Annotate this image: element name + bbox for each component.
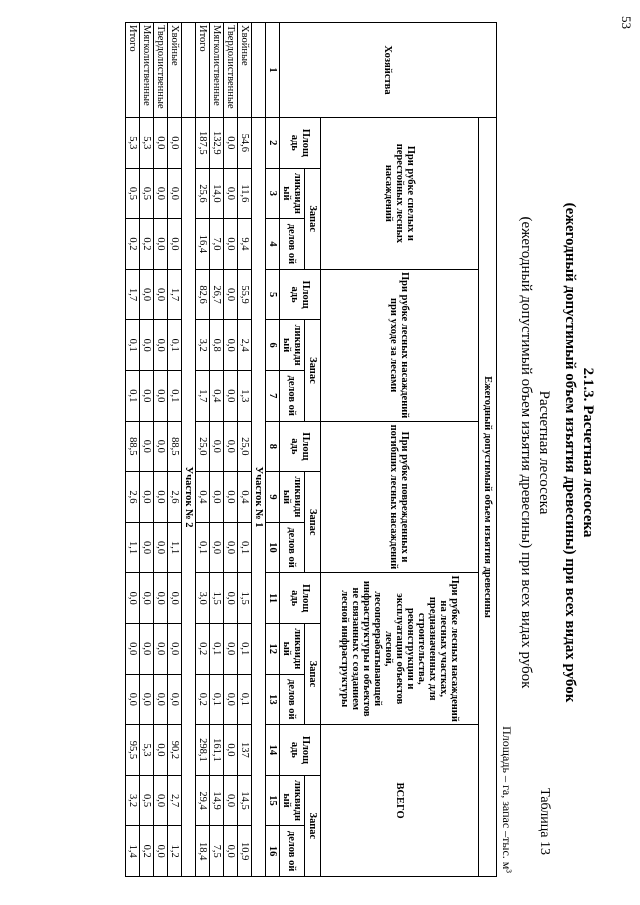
table-cell: 5,3 bbox=[140, 725, 154, 776]
header-area: Площ адь bbox=[280, 573, 321, 624]
table-cell: 0,0 bbox=[154, 725, 168, 776]
header-stock: Запас bbox=[305, 775, 321, 876]
row-label: Хвойные bbox=[238, 23, 252, 118]
header-liquid: ликвидн ый bbox=[280, 472, 305, 523]
table-cell: 0,0 bbox=[154, 826, 168, 877]
table-cell: 0,1 bbox=[168, 370, 182, 421]
table-cell: 10,9 bbox=[238, 826, 252, 877]
table-cell: 0,0 bbox=[224, 219, 238, 270]
column-number: 15 bbox=[266, 775, 280, 826]
column-number: 9 bbox=[266, 472, 280, 523]
header-liquid: ликвидн ый bbox=[280, 623, 305, 674]
table-cell: 0,1 bbox=[238, 623, 252, 674]
row-label: Итого bbox=[126, 23, 140, 118]
table-cell: 11,6 bbox=[238, 168, 252, 219]
table-cell: 0,1 bbox=[126, 370, 140, 421]
column-number: 16 bbox=[266, 826, 280, 877]
row-label: Мягколиственные bbox=[140, 23, 154, 118]
column-number: 13 bbox=[266, 674, 280, 725]
section-heading-subline: (ежегодный допустимый объем изъятия древесины) при всех видах рубок bbox=[562, 202, 578, 703]
header-area: Площ адь bbox=[280, 421, 321, 472]
column-number: 10 bbox=[266, 522, 280, 573]
table-cell: 0,0 bbox=[140, 269, 154, 320]
table-title: Расчетная лесосека bbox=[536, 390, 552, 515]
table-cell: 0,0 bbox=[154, 370, 168, 421]
column-number: 14 bbox=[266, 725, 280, 776]
table-cell: 0,8 bbox=[210, 320, 224, 371]
table-cell: 0,0 bbox=[140, 522, 154, 573]
column-number-row bbox=[266, 23, 280, 877]
section-title: Участок № 1 bbox=[252, 118, 266, 877]
header-group-damaged: При рубке поврежденных и погибших лесных насаждений bbox=[321, 421, 479, 573]
table-cell: 3,0 bbox=[196, 573, 210, 624]
table-cell: 0,0 bbox=[154, 168, 168, 219]
table-cell: 1,5 bbox=[238, 573, 252, 624]
table-cell: 0,0 bbox=[154, 573, 168, 624]
table-cell: 0,0 bbox=[154, 623, 168, 674]
table-subtitle: (ежегодный допустимый объем изъятия древесины) при всех видах рубок bbox=[518, 216, 534, 689]
table-cell: 0,0 bbox=[126, 573, 140, 624]
table-cell: 0,0 bbox=[168, 118, 182, 169]
section-title: Участок № 2 bbox=[182, 118, 196, 877]
table-cell: 0,4 bbox=[238, 472, 252, 523]
table-cell: 1,3 bbox=[238, 370, 252, 421]
header-business: делов ой bbox=[280, 522, 305, 573]
table-cell: 0,0 bbox=[224, 522, 238, 573]
table-row bbox=[126, 23, 140, 877]
table-cell: 14,0 bbox=[210, 168, 224, 219]
table-cell: 0,0 bbox=[224, 269, 238, 320]
table-row bbox=[168, 23, 182, 877]
units-note: Площадь – га, запас –тыс. м³ bbox=[500, 726, 514, 873]
header-stock: Запас bbox=[305, 623, 321, 724]
header-stock: Запас bbox=[305, 320, 321, 421]
table-cell: 5,3 bbox=[140, 118, 154, 169]
table-cell: 0,0 bbox=[168, 623, 182, 674]
table-cell: 0,0 bbox=[168, 168, 182, 219]
header-business: делов ой bbox=[280, 674, 305, 725]
table-cell: 0,0 bbox=[154, 421, 168, 472]
table-cell: 0,4 bbox=[210, 370, 224, 421]
table-cell: 0,2 bbox=[196, 623, 210, 674]
header-business: делов ой bbox=[280, 826, 305, 877]
table-cell: 25,6 bbox=[196, 168, 210, 219]
header-liquid: ликвидн ый bbox=[280, 168, 305, 219]
table-cell: 1,1 bbox=[126, 522, 140, 573]
table-cell: 1,1 bbox=[168, 522, 182, 573]
table-cell: 2,7 bbox=[168, 775, 182, 826]
table-cell: 0,0 bbox=[224, 370, 238, 421]
table-cell: 137 bbox=[238, 725, 252, 776]
column-number: 5 bbox=[266, 269, 280, 320]
table-cell: 0,0 bbox=[168, 573, 182, 624]
row-label: Мягколиственные bbox=[210, 23, 224, 118]
column-number: 11 bbox=[266, 573, 280, 624]
table-cell: 0,0 bbox=[224, 775, 238, 826]
table-cell: 187,5 bbox=[196, 118, 210, 169]
row-label: Итого bbox=[196, 23, 210, 118]
table-cell: 25,0 bbox=[238, 421, 252, 472]
table-cell: 88,5 bbox=[126, 421, 140, 472]
table-cell: 0,1 bbox=[238, 674, 252, 725]
table-row bbox=[154, 23, 168, 877]
felling-table bbox=[125, 22, 497, 877]
header-group-mature: При рубке спелых и перестойных лесных насаждений bbox=[321, 118, 479, 270]
table-cell: 0,0 bbox=[154, 269, 168, 320]
table-cell: 2,6 bbox=[168, 472, 182, 523]
header-group-care: При рубке лесных насаждений при уходе за лесами bbox=[321, 269, 479, 421]
header-farm: Хозяйства bbox=[280, 23, 497, 118]
table-cell: 0,0 bbox=[154, 522, 168, 573]
table-cell: 0,1 bbox=[196, 522, 210, 573]
table-cell: 1,5 bbox=[210, 573, 224, 624]
table-cell: 298,1 bbox=[196, 725, 210, 776]
row-label: Твердолиственные bbox=[154, 23, 168, 118]
column-number: 1 bbox=[266, 23, 280, 118]
table-cell: 1,7 bbox=[126, 269, 140, 320]
table-cell: 0,5 bbox=[140, 168, 154, 219]
table-row bbox=[210, 23, 224, 877]
table-cell: 161,1 bbox=[210, 725, 224, 776]
table-cell: 0,2 bbox=[126, 219, 140, 270]
table-cell: 0,0 bbox=[154, 472, 168, 523]
header-liquid: ликвидн ый bbox=[280, 775, 305, 826]
table-cell: 1,7 bbox=[168, 269, 182, 320]
table-cell: 0,0 bbox=[154, 674, 168, 725]
table-cell: 0,0 bbox=[126, 674, 140, 725]
section-row bbox=[182, 23, 196, 877]
header-group: Ежегодный допустимый объем изъятия древесины bbox=[479, 118, 497, 877]
header-area: Площ адь bbox=[280, 118, 321, 169]
table-cell: 0,4 bbox=[196, 472, 210, 523]
section-heading: 2.1.3. Расчетная лесосека bbox=[580, 367, 596, 538]
table-cell: 0,0 bbox=[224, 421, 238, 472]
section-spacer bbox=[252, 23, 266, 118]
table-cell: 18,4 bbox=[196, 826, 210, 877]
row-label: Твердолиственные bbox=[224, 23, 238, 118]
table-cell: 0,1 bbox=[210, 623, 224, 674]
column-number: 8 bbox=[266, 421, 280, 472]
header-business: делов ой bbox=[280, 219, 305, 270]
table-cell: 0,0 bbox=[224, 168, 238, 219]
table-cell: 88,5 bbox=[168, 421, 182, 472]
header-area: Площ адь bbox=[280, 725, 321, 776]
table-cell: 0,0 bbox=[140, 623, 154, 674]
table-cell: 82,6 bbox=[196, 269, 210, 320]
table-cell: 0,1 bbox=[238, 522, 252, 573]
table-cell: 0,0 bbox=[126, 623, 140, 674]
table-cell: 7,5 bbox=[210, 826, 224, 877]
table-row bbox=[196, 23, 210, 877]
section-row bbox=[252, 23, 266, 877]
table-cell: 0,0 bbox=[140, 472, 154, 523]
table-cell: 0,0 bbox=[140, 674, 154, 725]
table-cell: 0,0 bbox=[224, 118, 238, 169]
column-number: 2 bbox=[266, 118, 280, 169]
table-cell: 5,3 bbox=[126, 118, 140, 169]
table-cell: 7,0 bbox=[210, 219, 224, 270]
table-cell: 0,0 bbox=[210, 421, 224, 472]
table-cell: 3,2 bbox=[196, 320, 210, 371]
table-row bbox=[238, 23, 252, 877]
table-cell: 0,0 bbox=[210, 522, 224, 573]
table-cell: 0,0 bbox=[154, 775, 168, 826]
table-cell: 14,9 bbox=[210, 775, 224, 826]
table-cell: 16,4 bbox=[196, 219, 210, 270]
table-cell: 0,0 bbox=[224, 472, 238, 523]
table-cell: 90,2 bbox=[168, 725, 182, 776]
column-number: 7 bbox=[266, 370, 280, 421]
table-cell: 25,0 bbox=[196, 421, 210, 472]
table-cell: 0,1 bbox=[126, 320, 140, 371]
column-number: 12 bbox=[266, 623, 280, 674]
table-cell: 0,0 bbox=[140, 573, 154, 624]
table-cell: 1,7 bbox=[196, 370, 210, 421]
table-cell: 54,6 bbox=[238, 118, 252, 169]
table-body bbox=[126, 23, 266, 877]
table-cell: 0,0 bbox=[140, 370, 154, 421]
table-cell: 0,2 bbox=[140, 826, 154, 877]
header-stock: Запас bbox=[305, 168, 321, 269]
table-cell: 0,1 bbox=[168, 320, 182, 371]
table-cell: 0,0 bbox=[224, 573, 238, 624]
table-cell: 1,4 bbox=[126, 826, 140, 877]
table-cell: 29,4 bbox=[196, 775, 210, 826]
table-cell: 0,0 bbox=[210, 472, 224, 523]
table-cell: 0,1 bbox=[210, 674, 224, 725]
table-cell: 95,5 bbox=[126, 725, 140, 776]
table-cell: 0,0 bbox=[140, 320, 154, 371]
header-area: Площ адь bbox=[280, 269, 321, 320]
table-cell: 0,0 bbox=[224, 826, 238, 877]
row-label: Хвойные bbox=[168, 23, 182, 118]
table-cell: 2,4 bbox=[238, 320, 252, 371]
table-cell: 1,2 bbox=[168, 826, 182, 877]
table-cell: 0,5 bbox=[140, 775, 154, 826]
table-cell: 0,2 bbox=[140, 219, 154, 270]
table-cell: 9,4 bbox=[238, 219, 252, 270]
header-group-construction: При рубке лесных насаждений на лесных участках, предназначенных для строительства, реконструкции и эксплуатации объектов лесной, лесоперерабатывающей инфраструктуры и объектов не связанных с созданием лесной инфраструктуры bbox=[321, 573, 479, 725]
table-cell: 0,0 bbox=[224, 623, 238, 674]
table-cell: 0,0 bbox=[224, 320, 238, 371]
table-cell: 0,0 bbox=[168, 219, 182, 270]
table-cell: 0,2 bbox=[196, 674, 210, 725]
table-cell: 0,0 bbox=[154, 320, 168, 371]
table-cell: 2,6 bbox=[126, 472, 140, 523]
page-number: 53 bbox=[619, 16, 634, 29]
table-cell: 26,7 bbox=[210, 269, 224, 320]
table-cell: 14,5 bbox=[238, 775, 252, 826]
section-spacer bbox=[182, 23, 196, 118]
table-cell: 0,0 bbox=[224, 674, 238, 725]
column-number: 4 bbox=[266, 219, 280, 270]
table-cell: 0,0 bbox=[154, 219, 168, 270]
table-cell: 0,0 bbox=[154, 118, 168, 169]
table-cell: 3,2 bbox=[126, 775, 140, 826]
table-row bbox=[140, 23, 154, 877]
table-cell: 0,0 bbox=[140, 421, 154, 472]
column-number: 6 bbox=[266, 320, 280, 371]
column-number: 3 bbox=[266, 168, 280, 219]
table-row bbox=[224, 23, 238, 877]
header-liquid: ликвидн ый bbox=[280, 320, 305, 371]
table-cell: 0,0 bbox=[168, 674, 182, 725]
header-group-total: ВСЕГО bbox=[321, 725, 479, 877]
table-cell: 132,9 bbox=[210, 118, 224, 169]
header-stock: Запас bbox=[305, 472, 321, 573]
table-cell: 0,5 bbox=[126, 168, 140, 219]
table-label: Таблица 13 bbox=[537, 788, 552, 855]
table-cell: 55,9 bbox=[238, 269, 252, 320]
table-cell: 0,0 bbox=[224, 725, 238, 776]
header-business: делов ой bbox=[280, 370, 305, 421]
